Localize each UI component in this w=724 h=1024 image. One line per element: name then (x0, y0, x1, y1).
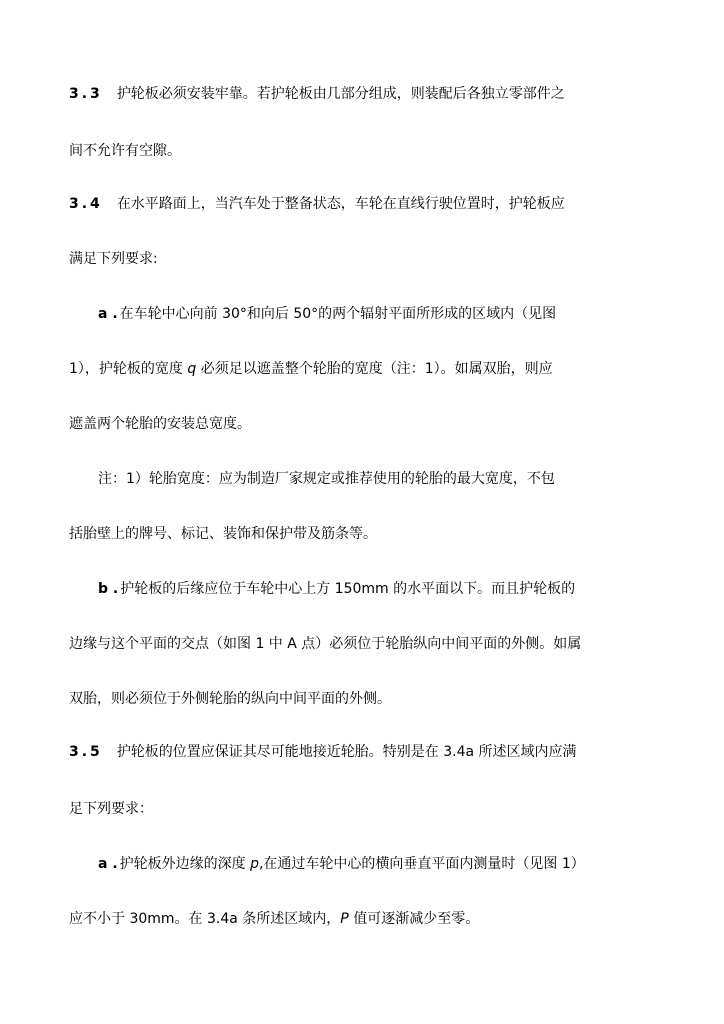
item-text: 护轮板外边缘的深度 (119, 856, 251, 872)
section-text: 护轮板的位置应保证其尽可能地接近轮胎。特别是在 3.4a 所述区域内应满 (116, 744, 577, 760)
section-text: 足下列要求： (69, 801, 153, 817)
item-3-4-a-line-1 (98, 304, 556, 324)
item-label: b . (98, 581, 119, 597)
item-text: ,在通过车轮中心的横向垂直平面内测量时（见图 1） (258, 856, 585, 872)
item-3-4-b-line-2 (69, 634, 581, 654)
item-3-5-a-line-1 (98, 854, 585, 874)
section-3-5-line-2 (69, 799, 153, 819)
item-label: a . (98, 856, 118, 872)
section-text: 满足下列要求: (69, 251, 158, 267)
variable-q: q (187, 361, 197, 377)
variable-p: p (250, 856, 259, 872)
item-text: 必须足以遮盖整个轮胎的宽度（注：1）。如属双胎，则应 (196, 361, 553, 377)
item-3-4-b-line-1 (98, 579, 575, 599)
section-3-3-line-1 (69, 84, 565, 104)
item-text: 应不小于 30mm。在 3.4a 条所述区域内， (69, 911, 341, 927)
item-text: 在车轮中心向前 30°和向后 50°的两个辐射平面所形成的区域内（见图 (119, 306, 557, 322)
section-3-4-line-2 (69, 249, 158, 269)
note-line-1 (98, 469, 555, 489)
section-text: 在水平路面上，当汽车处于整备状态，车轮在直线行驶位置时，护轮板应 (116, 196, 565, 212)
item-label: a . (98, 306, 118, 322)
item-text: 双胎，则必须位于外侧轮胎的纵向中间平面的外侧。 (69, 691, 391, 707)
section-3-5-line-1 (69, 742, 577, 762)
item-3-4-b-line-3 (69, 689, 391, 709)
note-line-2 (69, 524, 377, 544)
variable-P: P (340, 911, 349, 927)
item-3-5-a-line-2 (69, 909, 479, 929)
section-3-3-line-2 (69, 141, 181, 161)
item-3-4-a-line-2 (69, 359, 553, 379)
section-number: 3.4 (69, 196, 103, 212)
item-text: 值可逐渐减少至零。 (348, 911, 480, 927)
section-number: 3.3 (69, 86, 103, 102)
section-text: 护轮板必须安装牢靠。若护轮板由几部分组成，则装配后各独立零部件之 (116, 86, 565, 102)
item-text: 护轮板的后缘应位于车轮中心上方 150mm 的水平面以下。而且护轮板的 (120, 581, 576, 597)
section-3-4-line-1 (69, 194, 565, 214)
section-number: 3.5 (69, 744, 103, 760)
section-text: 间不允许有空隙。 (69, 143, 181, 159)
item-text: 遮盖两个轮胎的安装总宽度。 (69, 416, 251, 432)
item-text: 边缘与这个平面的交点（如图 1 中 A 点）必须位于轮胎纵向中间平面的外侧。如属 (69, 636, 582, 652)
note-text: 注：1）轮胎宽度：应为制造厂家规定或推荐使用的轮胎的最大宽度，不包 (98, 471, 555, 487)
note-text: 括胎壁上的牌号、标记、装饰和保护带及筋条等。 (69, 526, 377, 542)
item-text: 1），护轮板的宽度 (69, 361, 188, 377)
item-3-4-a-line-3 (69, 414, 251, 434)
